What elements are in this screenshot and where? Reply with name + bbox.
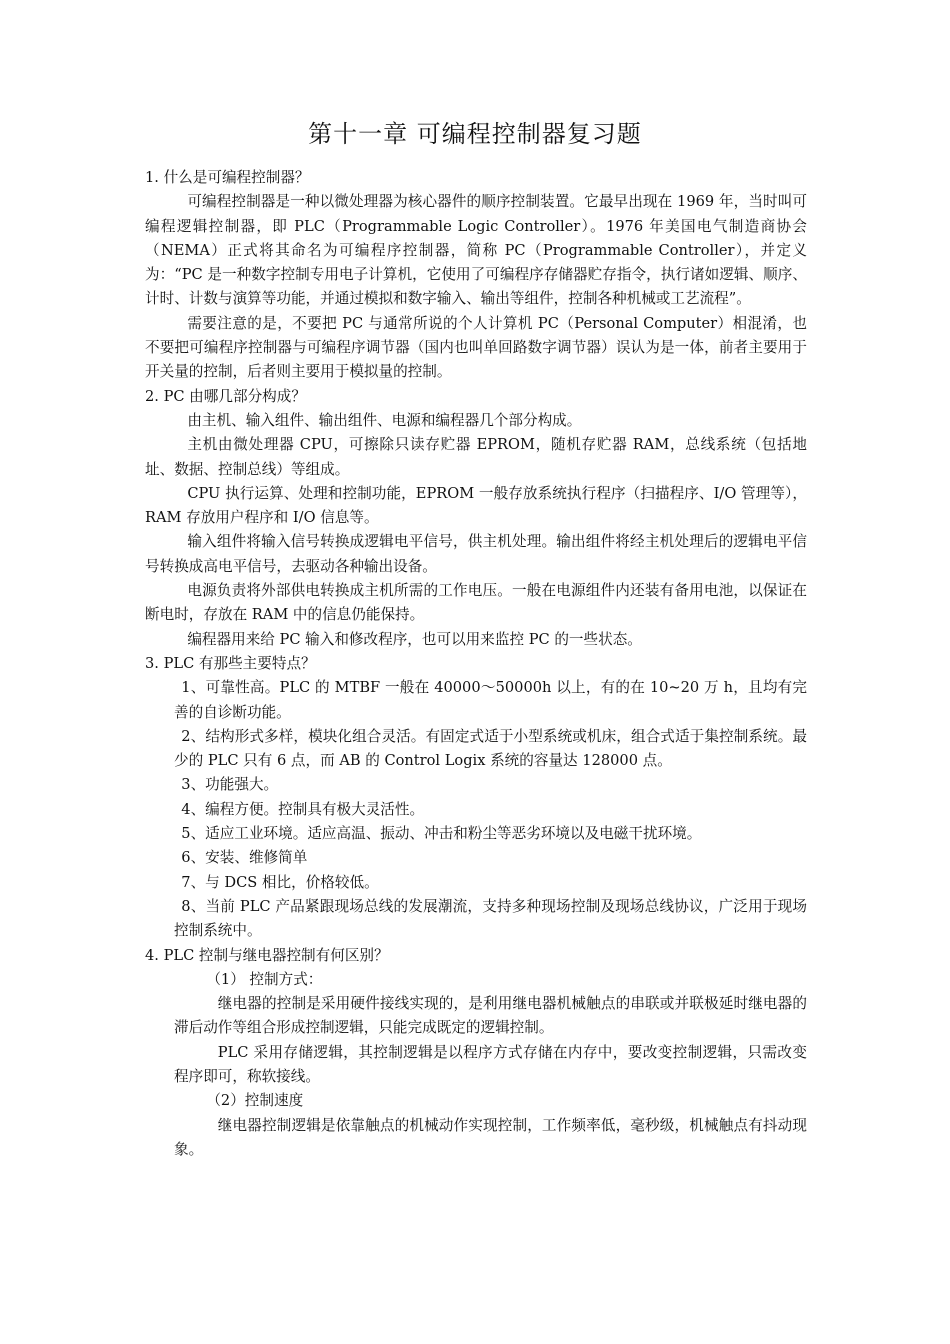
question-4: 4. PLC 控制与继电器控制有何区别？ xyxy=(145,946,389,964)
question-1: 1. 什么是可编程控制器？ xyxy=(145,169,310,186)
feature-item: 4、编程方便。控制具有极大灵活性。 xyxy=(181,800,425,818)
answer-paragraph: 继电器的控制是采用硬件接线实现的，是利用继电器机械触点的串联或并联极延时继电器的滞后动作等组合形成控制逻辑，只能完成既定的逻辑控制。 xyxy=(174,995,807,1037)
answer-paragraph: 需要注意的是，不要把 PC 与通常所说的个人计算机 PC（Personal Computer）相混淆，也不要把可编程序控制器与可编程序调节器（国内也叫单回路数字调节器）误认为是一体，前者主要用于开关量的控制，后者则主要用于模拟量的控制。 xyxy=(145,314,807,381)
feature-item: 2、结构形式多样，模块化组合灵活。有固定式适于小型系统或机床，组合式适于集控制系统。最少的 PLC 只有 6 点，而 AB 的 Control Logix 系统的容量达 128000 点。 xyxy=(174,727,807,770)
answer-paragraph: 编程器用来给 PC 输入和修改程序，也可以用来监控 PC 的一些状态。 xyxy=(187,630,642,648)
feature-item: 5、适应工业环境。适应高温、振动、冲击和粉尘等恶劣环境以及电磁干扰环境。 xyxy=(181,825,702,843)
question-3: 3. PLC 有那些主要特点？ xyxy=(145,654,316,672)
feature-item: 7、与 DCS 相比，价格较低。 xyxy=(181,873,379,891)
page-title: 第十一章 可编程控制器复习题 xyxy=(308,120,642,148)
subheading: （1） 控制方式： xyxy=(206,970,323,988)
answer-paragraph: 由主机、输入组件、输出组件、电源和编程器几个部分构成。 xyxy=(187,411,582,429)
feature-item: 1、可靠性高。PLC 的 MTBF 一般在 40000～50000h 以上，有的在 10~20 万 h，且均有完善的自诊断功能。 xyxy=(174,679,807,721)
answer-paragraph: 继电器控制逻辑是依靠触点的机械动作实现控制，工作频率低，毫秒级，机械触点有抖动现象。 xyxy=(174,1116,807,1158)
answer-paragraph: 电源负责将外部供电转换成主机所需的工作电压。一般在电源组件内还装有备用电池，以保证在断电时，存放在 RAM 中的信息仍能保持。 xyxy=(145,582,807,624)
feature-item: 3、功能强大。 xyxy=(181,776,279,794)
feature-item: 8、当前 PLC 产品紧跟现场总线的发展潮流，支持多种现场控制及现场总线协议，广泛用于现场控制系统中。 xyxy=(174,897,807,940)
answer-paragraph: 可编程控制器是一种以微处理器为核心器件的顺序控制装置。它最早出现在 1969 年，当时叫可编程逻辑控制器，即 PLC（Programmable Logic Controller）。1976 年美国电气制造商协会（NEMA）正式将其命名为可编程序控制器，简称 PC（Programmable Controller），并定义为：“PC 是一种数字控制专用电子计算机，它使用了可编程序存储器贮存指令，执行诸如逻辑、顺序、计时、计数与演算等功能，并通过模拟和数字输入、输出等组件，控制各种机械或工艺流程”。 xyxy=(145,193,807,308)
question-2: 2. PC 由哪几部分构成？ xyxy=(145,387,306,405)
feature-item: 6、安装、维修简单 xyxy=(181,849,308,867)
answer-paragraph: PLC 采用存储逻辑，其控制逻辑是以程序方式存储在内存中，要改变控制逻辑，只需改变程序即可，称软接线。 xyxy=(174,1043,807,1085)
answer-paragraph: CPU 执行运算、处理和控制功能，EPROM 一般存放系统执行程序（扫描程序、I/O 管理等），RAM 存放用户程序和 I/O 信息等。 xyxy=(145,484,807,527)
answer-paragraph: 主机由微处理器 CPU，可擦除只读存贮器 EPROM，随机存贮器 RAM，总线系统（包括地址、数据、控制总线）等组成。 xyxy=(145,436,807,478)
answer-paragraph: 输入组件将输入信号转换成逻辑电平信号，供主机处理。输出组件将经主机处理后的逻辑电平信号转换成高电平信号，去驱动各种输出设备。 xyxy=(145,533,807,575)
subheading: （2）控制速度 xyxy=(206,1092,304,1110)
document-body xyxy=(145,166,807,1162)
